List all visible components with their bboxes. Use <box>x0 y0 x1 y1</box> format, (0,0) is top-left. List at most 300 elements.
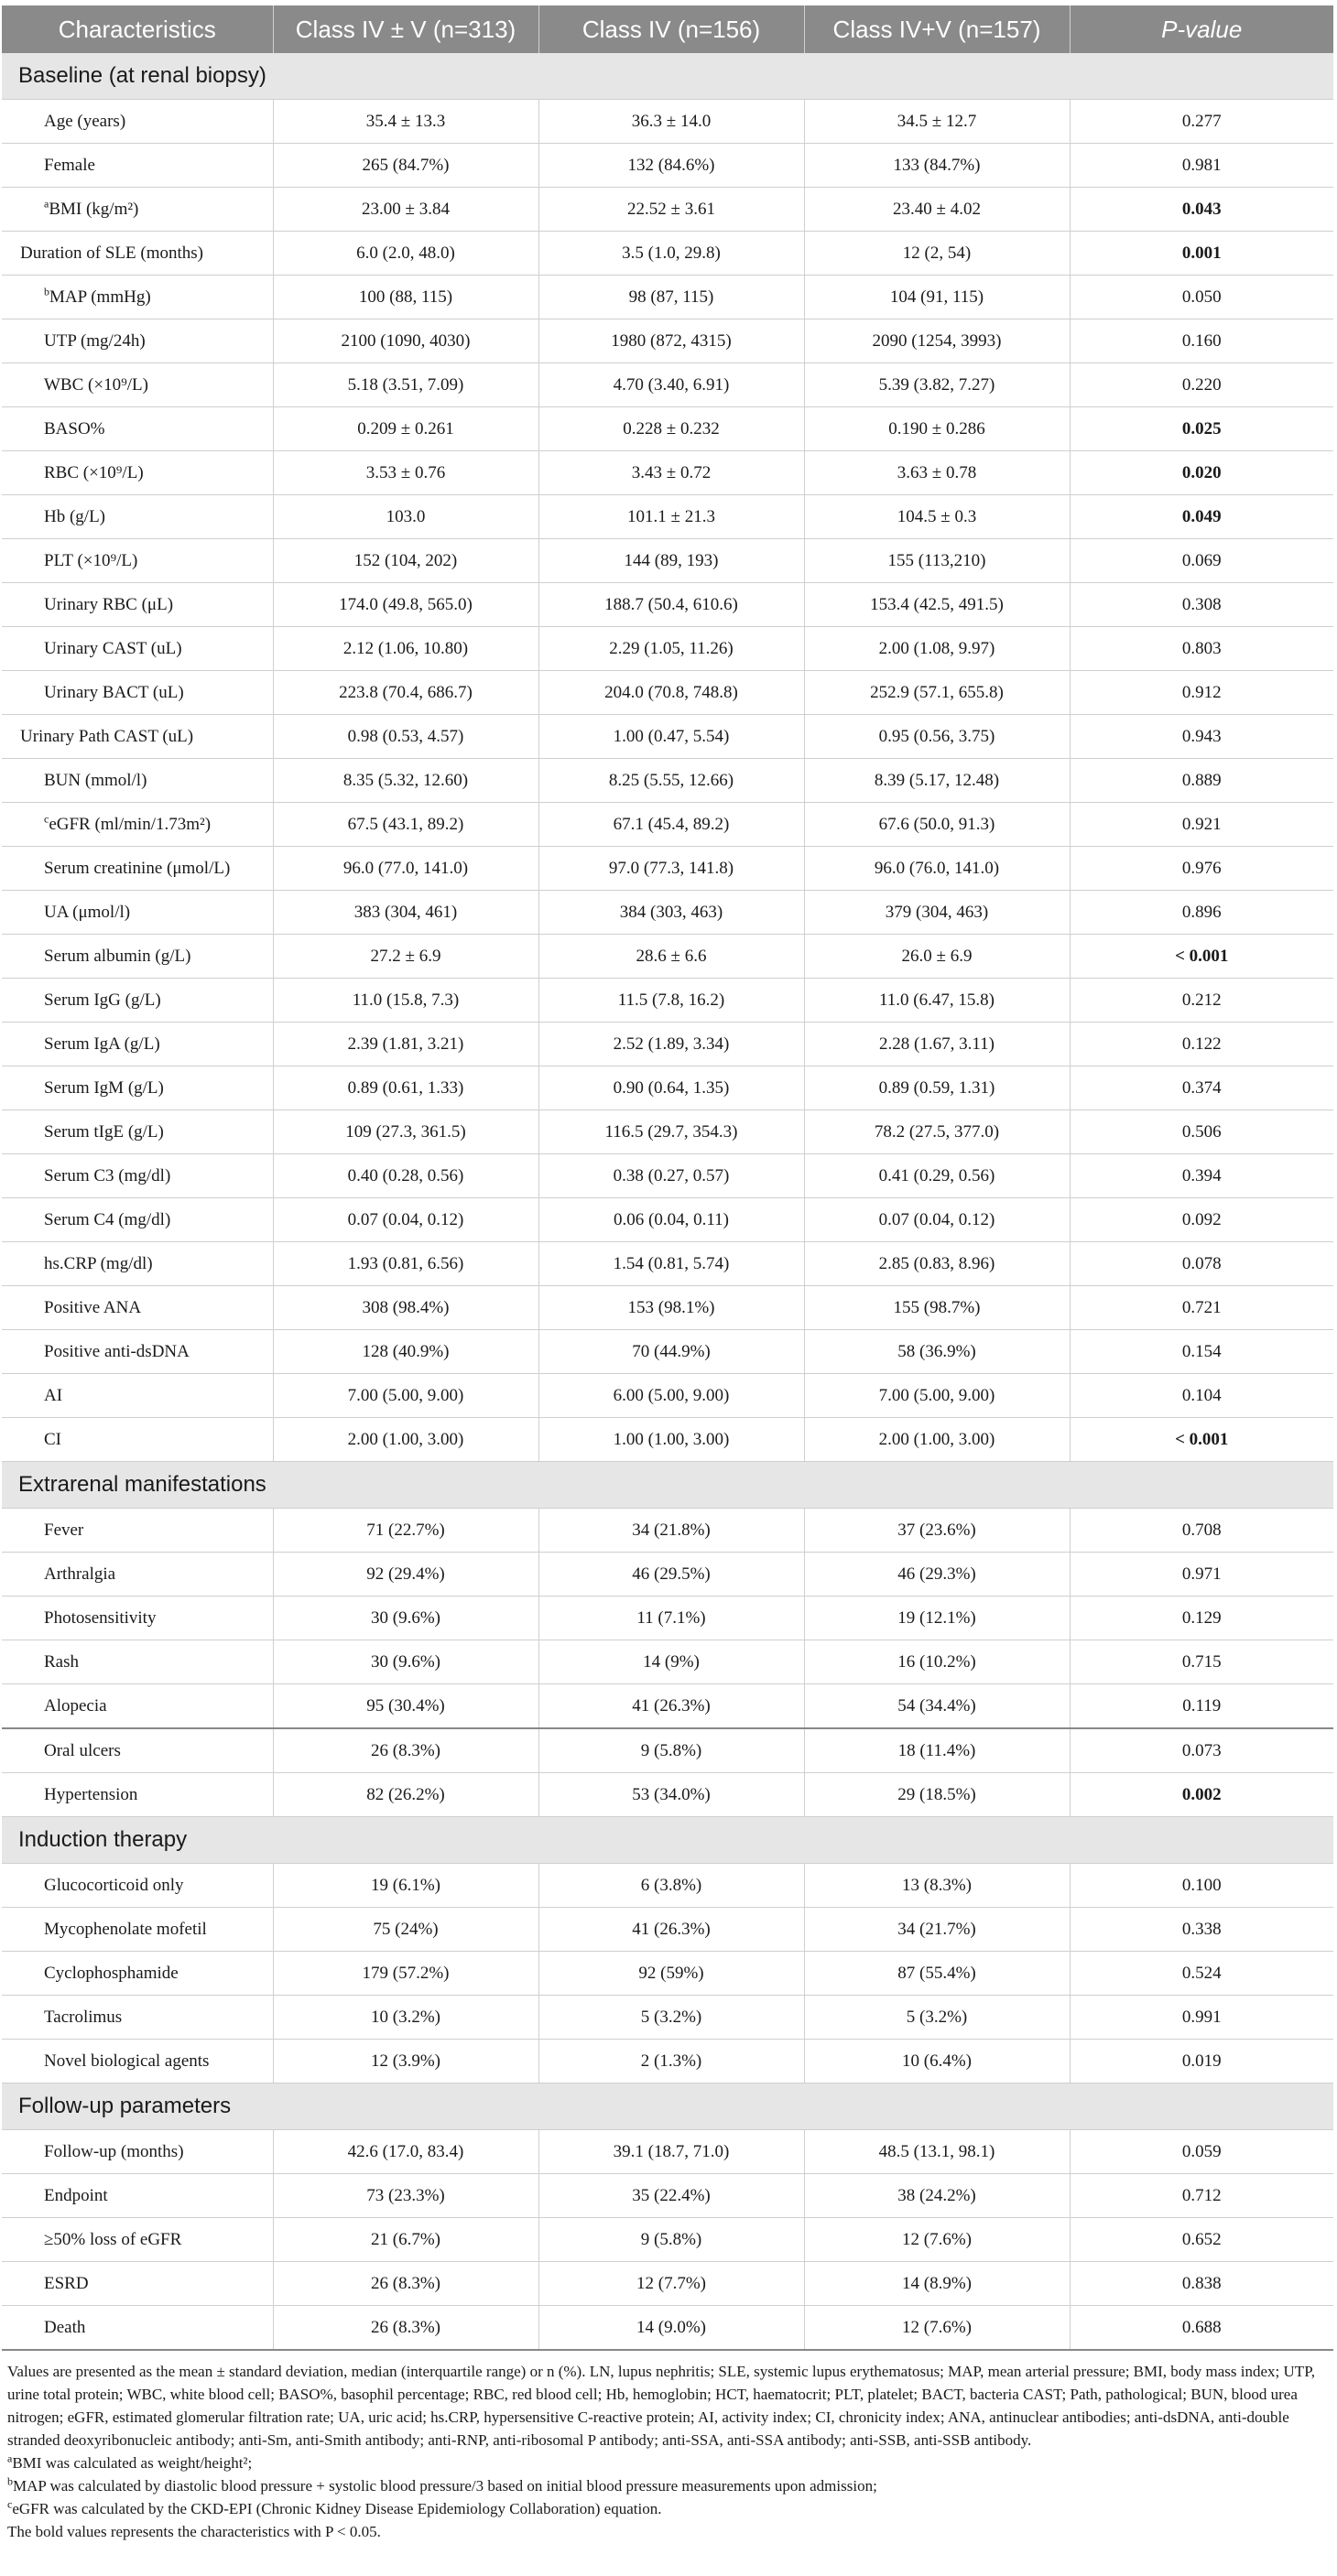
p-value: 0.889 <box>1070 759 1333 803</box>
table-row <box>2 407 1333 451</box>
value-class-iv-v-all: 179 (57.2%) <box>273 1952 538 1996</box>
table-row <box>2 2262 1333 2306</box>
value-class-iv-plus-v: 133 (84.7%) <box>804 144 1070 188</box>
row-label-text: PLT (×10⁹/L) <box>44 550 138 570</box>
value-class-iv-v-all: 71 (22.7%) <box>273 1509 538 1553</box>
section-header-row <box>2 1817 1333 1864</box>
table-row <box>2 1110 1333 1154</box>
table-row <box>2 1330 1333 1374</box>
value-class-iv: 92 (59%) <box>538 1952 804 1996</box>
p-value: 0.712 <box>1070 2174 1333 2218</box>
value-class-iv-plus-v: 7.00 (5.00, 9.00) <box>804 1374 1070 1418</box>
row-label <box>2 1418 273 1462</box>
p-value: 0.220 <box>1070 363 1333 407</box>
p-value: 0.104 <box>1070 1374 1333 1418</box>
value-class-iv: 153 (98.1%) <box>538 1286 804 1330</box>
value-class-iv: 6 (3.8%) <box>538 1864 804 1908</box>
value-class-iv-plus-v: 58 (36.9%) <box>804 1330 1070 1374</box>
p-value: 0.100 <box>1070 1864 1333 1908</box>
value-class-iv-v-all: 30 (9.6%) <box>273 1596 538 1640</box>
value-class-iv-plus-v: 14 (8.9%) <box>804 2262 1070 2306</box>
p-value: 0.043 <box>1070 188 1333 232</box>
table-row <box>2 1952 1333 1996</box>
p-value: 0.981 <box>1070 144 1333 188</box>
row-label-text: Hypertension <box>44 1784 138 1804</box>
row-label <box>2 1509 273 1553</box>
value-class-iv-v-all: 23.00 ± 3.84 <box>273 188 538 232</box>
value-class-iv-plus-v: 96.0 (76.0, 141.0) <box>804 847 1070 891</box>
row-label <box>2 1242 273 1286</box>
value-class-iv-plus-v: 252.9 (57.1, 655.8) <box>804 671 1070 715</box>
footnote-text: Values are presented as the mean ± standard deviation, median (interquartile range) or n (%). LN, lupus nephritis; SLE, systemic lupus erythematosus; MAP, mean arterial pressure; BMI, body mass index; UTP, urine total protein; WBC, white blood cell; BASO%, basophil percentage; RBC, red blood cell; Hb, hemoglobin; HCT, haematocrit; PLT, platelet; BACT, bacteria CAST; Path, pathological; BUN, blood urea nitrogen; eGFR, estimated glomerular filtration rate; UA, uric acid; hs.CRP, hypersensitive C-reactive protein; AI, activity index; CI, chronicity index; ANA, antinuclear antibodies; anti-dsDNA, anti-double stranded deoxyribonucleic antibody; anti-Sm, anti-Smith antibody; anti-RNP, anti-ribosomal P antibody; anti-SSA, anti-SSA antibody; anti-SSB, anti-SSB antibody. <box>7 2363 1316 2449</box>
value-class-iv-plus-v: 18 (11.4%) <box>804 1728 1070 1773</box>
value-class-iv-v-all: 92 (29.4%) <box>273 1553 538 1596</box>
value-class-iv: 67.1 (45.4, 89.2) <box>538 803 804 847</box>
table-row <box>2 319 1333 363</box>
value-class-iv-plus-v: 10 (6.4%) <box>804 2040 1070 2084</box>
table-row <box>2 1684 1333 1729</box>
section-title: Follow-up parameters <box>2 2084 1333 2130</box>
p-value: 0.019 <box>1070 2040 1333 2084</box>
value-class-iv: 1.54 (0.81, 5.74) <box>538 1242 804 1286</box>
row-label-text: Mycophenolate mofetil <box>44 1919 207 1939</box>
table-row <box>2 1596 1333 1640</box>
value-class-iv: 39.1 (18.7, 71.0) <box>538 2130 804 2174</box>
table-row <box>2 803 1333 847</box>
value-class-iv-plus-v: 2.00 (1.00, 3.00) <box>804 1418 1070 1462</box>
value-class-iv-v-all: 2.39 (1.81, 3.21) <box>273 1023 538 1066</box>
row-label-text: Serum albumin (g/L) <box>44 946 191 966</box>
value-class-iv-plus-v: 2.00 (1.08, 9.97) <box>804 627 1070 671</box>
p-value: 0.652 <box>1070 2218 1333 2262</box>
value-class-iv-plus-v: 2090 (1254, 3993) <box>804 319 1070 363</box>
table-row <box>2 2130 1333 2174</box>
value-class-iv: 41 (26.3%) <box>538 1684 804 1729</box>
table-row <box>2 1509 1333 1553</box>
p-value: 0.069 <box>1070 539 1333 583</box>
row-label-text: Oral ulcers <box>44 1740 121 1760</box>
value-class-iv: 0.06 (0.04, 0.11) <box>538 1198 804 1242</box>
footnote-text: BMI was calculated as weight/height²; <box>12 2454 253 2472</box>
value-class-iv-v-all: 152 (104, 202) <box>273 539 538 583</box>
value-class-iv-plus-v: 29 (18.5%) <box>804 1773 1070 1817</box>
row-label-text: Fever <box>44 1520 84 1540</box>
value-class-iv-v-all: 223.8 (70.4, 686.7) <box>273 671 538 715</box>
p-value: 0.277 <box>1070 100 1333 144</box>
section-header-row <box>2 1462 1333 1509</box>
table-row <box>2 1553 1333 1596</box>
footnote <box>7 2452 1326 2474</box>
row-label <box>2 759 273 803</box>
row-label-text: Follow-up (months) <box>44 2141 184 2161</box>
value-class-iv-v-all: 26 (8.3%) <box>273 2262 538 2306</box>
table-row <box>2 583 1333 627</box>
footnote-text: MAP was calculated by diastolic blood pressure + systolic blood pressure/3 based on initial blood pressure measurements upon admission; <box>13 2477 877 2495</box>
header-class-iv-plus-v: Class IV+V (n=157) <box>804 5 1070 53</box>
section-header-row <box>2 53 1333 100</box>
value-class-iv-v-all: 30 (9.6%) <box>273 1640 538 1684</box>
row-label <box>2 2130 273 2174</box>
value-class-iv: 132 (84.6%) <box>538 144 804 188</box>
table-row <box>2 1773 1333 1817</box>
p-value: 0.002 <box>1070 1773 1333 1817</box>
value-class-iv-v-all: 2.12 (1.06, 10.80) <box>273 627 538 671</box>
table-row <box>2 1198 1333 1242</box>
value-class-iv: 1980 (872, 4315) <box>538 319 804 363</box>
footnote <box>7 2497 1326 2520</box>
value-class-iv-v-all: 308 (98.4%) <box>273 1286 538 1330</box>
value-class-iv-v-all: 42.6 (17.0, 83.4) <box>273 2130 538 2174</box>
value-class-iv-v-all: 95 (30.4%) <box>273 1684 538 1729</box>
row-label <box>2 1864 273 1908</box>
p-value: 0.394 <box>1070 1154 1333 1198</box>
row-label <box>2 803 273 847</box>
p-value: 0.708 <box>1070 1509 1333 1553</box>
value-class-iv-v-all: 0.89 (0.61, 1.33) <box>273 1066 538 1110</box>
p-value: 0.073 <box>1070 1728 1333 1773</box>
value-class-iv-v-all: 1.93 (0.81, 6.56) <box>273 1242 538 1286</box>
p-value: 0.308 <box>1070 583 1333 627</box>
row-label <box>2 583 273 627</box>
table-row <box>2 935 1333 979</box>
table-figure <box>2 5 1333 2543</box>
section-title: Extrarenal manifestations <box>2 1462 1333 1509</box>
p-value: 0.092 <box>1070 1198 1333 1242</box>
value-class-iv: 41 (26.3%) <box>538 1908 804 1952</box>
footnote <box>7 2360 1326 2452</box>
value-class-iv: 9 (5.8%) <box>538 1728 804 1773</box>
value-class-iv: 14 (9%) <box>538 1640 804 1684</box>
row-label-text: Photosensitivity <box>44 1607 157 1628</box>
row-label <box>2 276 273 319</box>
row-label-text: RBC (×10⁹/L) <box>44 462 144 482</box>
table-row <box>2 232 1333 276</box>
value-class-iv-v-all: 109 (27.3, 361.5) <box>273 1110 538 1154</box>
section-title: Induction therapy <box>2 1817 1333 1864</box>
row-label <box>2 1773 273 1817</box>
row-label-text: Serum tIgE (g/L) <box>44 1121 164 1142</box>
table-row <box>2 891 1333 935</box>
row-label-text: UTP (mg/24h) <box>44 330 146 351</box>
value-class-iv-plus-v: 12 (7.6%) <box>804 2306 1070 2351</box>
row-label <box>2 1640 273 1684</box>
table-row <box>2 495 1333 539</box>
value-class-iv-v-all: 174.0 (49.8, 565.0) <box>273 583 538 627</box>
p-value: 0.921 <box>1070 803 1333 847</box>
row-label <box>2 1908 273 1952</box>
table-row <box>2 1908 1333 1952</box>
table-footnotes <box>2 2360 1326 2543</box>
p-value: 0.524 <box>1070 1952 1333 1996</box>
header-class-iv: Class IV (n=156) <box>538 5 804 53</box>
value-class-iv-v-all: 3.53 ± 0.76 <box>273 451 538 495</box>
row-label-text: UA (μmol/l) <box>44 902 131 922</box>
p-value: 0.506 <box>1070 1110 1333 1154</box>
value-class-iv-v-all: 35.4 ± 13.3 <box>273 100 538 144</box>
p-value: 0.119 <box>1070 1684 1333 1729</box>
value-class-iv-plus-v: 67.6 (50.0, 91.3) <box>804 803 1070 847</box>
row-label <box>2 891 273 935</box>
row-label-text: Serum C3 (mg/dl) <box>44 1165 171 1185</box>
p-value: 0.160 <box>1070 319 1333 363</box>
value-class-iv-plus-v: 87 (55.4%) <box>804 1952 1070 1996</box>
row-label <box>2 1066 273 1110</box>
value-class-iv: 6.00 (5.00, 9.00) <box>538 1374 804 1418</box>
value-class-iv-plus-v: 13 (8.3%) <box>804 1864 1070 1908</box>
row-label-text: Endpoint <box>44 2185 108 2205</box>
table-row <box>2 1728 1333 1773</box>
value-class-iv-plus-v: 48.5 (13.1, 98.1) <box>804 2130 1070 2174</box>
footnote-marker: c <box>7 2497 13 2511</box>
value-class-iv: 70 (44.9%) <box>538 1330 804 1374</box>
row-label <box>2 1154 273 1198</box>
row-label-text: Positive anti-dsDNA <box>44 1341 190 1361</box>
value-class-iv: 4.70 (3.40, 6.91) <box>538 363 804 407</box>
value-class-iv: 34 (21.8%) <box>538 1509 804 1553</box>
row-label <box>2 1110 273 1154</box>
value-class-iv-v-all: 27.2 ± 6.9 <box>273 935 538 979</box>
row-label <box>2 1374 273 1418</box>
value-class-iv-plus-v: 379 (304, 463) <box>804 891 1070 935</box>
value-class-iv-plus-v: 2.28 (1.67, 3.11) <box>804 1023 1070 1066</box>
table-row <box>2 539 1333 583</box>
value-class-iv: 204.0 (70.8, 748.8) <box>538 671 804 715</box>
table-row <box>2 759 1333 803</box>
value-class-iv: 3.43 ± 0.72 <box>538 451 804 495</box>
row-label <box>2 715 273 759</box>
row-label <box>2 935 273 979</box>
row-label-text: Positive ANA <box>44 1297 142 1317</box>
row-label-text: BMI (kg/m²) <box>49 199 139 219</box>
row-label-text: BUN (mmol/l) <box>44 770 147 790</box>
value-class-iv-v-all: 0.98 (0.53, 4.57) <box>273 715 538 759</box>
table-row <box>2 2306 1333 2351</box>
row-label-text: Cyclophosphamide <box>44 1963 179 1983</box>
table-row <box>2 1864 1333 1908</box>
value-class-iv: 384 (303, 463) <box>538 891 804 935</box>
value-class-iv-v-all: 103.0 <box>273 495 538 539</box>
p-value: 0.943 <box>1070 715 1333 759</box>
row-label <box>2 144 273 188</box>
p-value: 0.803 <box>1070 627 1333 671</box>
table-row <box>2 1374 1333 1418</box>
value-class-iv-plus-v: 0.41 (0.29, 0.56) <box>804 1154 1070 1198</box>
value-class-iv-plus-v: 12 (2, 54) <box>804 232 1070 276</box>
row-label <box>2 1684 273 1729</box>
p-value: 0.001 <box>1070 232 1333 276</box>
value-class-iv-v-all: 11.0 (15.8, 7.3) <box>273 979 538 1023</box>
row-label <box>2 1286 273 1330</box>
value-class-iv-v-all: 21 (6.7%) <box>273 2218 538 2262</box>
value-class-iv-plus-v: 23.40 ± 4.02 <box>804 188 1070 232</box>
value-class-iv-v-all: 26 (8.3%) <box>273 1728 538 1773</box>
table-row <box>2 1242 1333 1286</box>
row-label-text: Serum C4 (mg/dl) <box>44 1209 171 1229</box>
value-class-iv-plus-v: 104 (91, 115) <box>804 276 1070 319</box>
p-value: 0.838 <box>1070 2262 1333 2306</box>
value-class-iv-plus-v: 54 (34.4%) <box>804 1684 1070 1729</box>
value-class-iv: 22.52 ± 3.61 <box>538 188 804 232</box>
table-row <box>2 1286 1333 1330</box>
row-label <box>2 1023 273 1066</box>
value-class-iv: 11 (7.1%) <box>538 1596 804 1640</box>
row-label <box>2 363 273 407</box>
row-label-text: Alopecia <box>44 1695 107 1716</box>
value-class-iv-plus-v: 12 (7.6%) <box>804 2218 1070 2262</box>
p-value: 0.971 <box>1070 1553 1333 1596</box>
value-class-iv-v-all: 265 (84.7%) <box>273 144 538 188</box>
value-class-iv-v-all: 128 (40.9%) <box>273 1330 538 1374</box>
value-class-iv-plus-v: 34 (21.7%) <box>804 1908 1070 1952</box>
row-label-text: Glucocorticoid only <box>44 1875 184 1895</box>
value-class-iv: 1.00 (1.00, 3.00) <box>538 1418 804 1462</box>
footnote-text: eGFR was calculated by the CKD-EPI (Chronic Kidney Disease Epidemiology Collaboration) equation. <box>12 2500 662 2517</box>
value-class-iv-plus-v: 8.39 (5.17, 12.48) <box>804 759 1070 803</box>
value-class-iv: 0.228 ± 0.232 <box>538 407 804 451</box>
value-class-iv: 8.25 (5.55, 12.66) <box>538 759 804 803</box>
value-class-iv-plus-v: 5.39 (3.82, 7.27) <box>804 363 1070 407</box>
row-label <box>2 100 273 144</box>
value-class-iv-plus-v: 155 (113,210) <box>804 539 1070 583</box>
p-value: 0.715 <box>1070 1640 1333 1684</box>
row-label <box>2 539 273 583</box>
value-class-iv: 1.00 (0.47, 5.54) <box>538 715 804 759</box>
value-class-iv-v-all: 19 (6.1%) <box>273 1864 538 1908</box>
p-value: 0.129 <box>1070 1596 1333 1640</box>
row-label <box>2 1198 273 1242</box>
row-label-text: Urinary Path CAST (uL) <box>20 726 194 746</box>
value-class-iv-plus-v: 5 (3.2%) <box>804 1996 1070 2040</box>
value-class-iv: 0.90 (0.64, 1.35) <box>538 1066 804 1110</box>
row-label <box>2 1728 273 1773</box>
footnote-marker: b <box>44 285 49 298</box>
row-label-text: Serum IgM (g/L) <box>44 1077 164 1098</box>
row-label-text: Female <box>44 155 95 175</box>
header-characteristics: Characteristics <box>2 5 273 53</box>
table-row <box>2 715 1333 759</box>
value-class-iv-plus-v: 16 (10.2%) <box>804 1640 1070 1684</box>
p-value: 0.721 <box>1070 1286 1333 1330</box>
value-class-iv-plus-v: 38 (24.2%) <box>804 2174 1070 2218</box>
table-row <box>2 1023 1333 1066</box>
p-value: 0.991 <box>1070 1996 1333 2040</box>
row-label-text: Serum creatinine (μmol/L) <box>44 858 231 878</box>
p-value: < 0.001 <box>1070 935 1333 979</box>
p-value: 0.050 <box>1070 276 1333 319</box>
header-p-value: P-value <box>1070 5 1333 53</box>
value-class-iv-plus-v: 46 (29.3%) <box>804 1553 1070 1596</box>
row-label-text: Rash <box>44 1651 79 1672</box>
table-row <box>2 1154 1333 1198</box>
value-class-iv-plus-v: 26.0 ± 6.9 <box>804 935 1070 979</box>
row-label <box>2 2174 273 2218</box>
row-label-text: hs.CRP (mg/dl) <box>44 1253 153 1273</box>
table-row <box>2 847 1333 891</box>
value-class-iv: 116.5 (29.7, 354.3) <box>538 1110 804 1154</box>
value-class-iv-v-all: 96.0 (77.0, 141.0) <box>273 847 538 891</box>
row-label-text: WBC (×10⁹/L) <box>44 374 148 395</box>
table-row <box>2 979 1333 1023</box>
value-class-iv-v-all: 2100 (1090, 4030) <box>273 319 538 363</box>
value-class-iv-v-all: 7.00 (5.00, 9.00) <box>273 1374 538 1418</box>
row-label <box>2 2040 273 2084</box>
value-class-iv-plus-v: 155 (98.7%) <box>804 1286 1070 1330</box>
table-row <box>2 144 1333 188</box>
value-class-iv-v-all: 0.209 ± 0.261 <box>273 407 538 451</box>
value-class-iv: 2.29 (1.05, 11.26) <box>538 627 804 671</box>
value-class-iv: 188.7 (50.4, 610.6) <box>538 583 804 627</box>
p-value: 0.154 <box>1070 1330 1333 1374</box>
footnote-marker: b <box>7 2474 13 2488</box>
value-class-iv-plus-v: 11.0 (6.47, 15.8) <box>804 979 1070 1023</box>
row-label <box>2 2306 273 2351</box>
value-class-iv: 35 (22.4%) <box>538 2174 804 2218</box>
row-label-text: Age (years) <box>44 111 126 131</box>
table-row <box>2 1066 1333 1110</box>
row-label <box>2 847 273 891</box>
footnote-marker: a <box>44 197 49 211</box>
value-class-iv: 9 (5.8%) <box>538 2218 804 2262</box>
section-header-row <box>2 2084 1333 2130</box>
footnote <box>7 2474 1326 2497</box>
row-label <box>2 2218 273 2262</box>
value-class-iv: 11.5 (7.8, 16.2) <box>538 979 804 1023</box>
p-value: 0.020 <box>1070 451 1333 495</box>
value-class-iv-v-all: 5.18 (3.51, 7.09) <box>273 363 538 407</box>
value-class-iv-plus-v: 34.5 ± 12.7 <box>804 100 1070 144</box>
value-class-iv: 46 (29.5%) <box>538 1553 804 1596</box>
row-label <box>2 1553 273 1596</box>
p-value: 0.374 <box>1070 1066 1333 1110</box>
value-class-iv: 12 (7.7%) <box>538 2262 804 2306</box>
value-class-iv-v-all: 67.5 (43.1, 89.2) <box>273 803 538 847</box>
value-class-iv: 144 (89, 193) <box>538 539 804 583</box>
value-class-iv-v-all: 75 (24%) <box>273 1908 538 1952</box>
row-label <box>2 495 273 539</box>
table-row <box>2 188 1333 232</box>
value-class-iv-plus-v: 78.2 (27.5, 377.0) <box>804 1110 1070 1154</box>
value-class-iv-v-all: 12 (3.9%) <box>273 2040 538 2084</box>
value-class-iv: 101.1 ± 21.3 <box>538 495 804 539</box>
p-value: 0.025 <box>1070 407 1333 451</box>
value-class-iv-v-all: 383 (304, 461) <box>273 891 538 935</box>
value-class-iv: 3.5 (1.0, 29.8) <box>538 232 804 276</box>
row-label-text: ESRD <box>44 2273 89 2293</box>
value-class-iv-v-all: 73 (23.3%) <box>273 2174 538 2218</box>
value-class-iv: 0.38 (0.27, 0.57) <box>538 1154 804 1198</box>
table-body <box>2 53 1333 2350</box>
row-label-text: Tacrolimus <box>44 2007 123 2027</box>
value-class-iv-plus-v: 0.89 (0.59, 1.31) <box>804 1066 1070 1110</box>
row-label <box>2 1996 273 2040</box>
header-class-iv-v-all: Class IV ± V (n=313) <box>273 5 538 53</box>
row-label-text: Serum IgG (g/L) <box>44 990 161 1010</box>
row-label <box>2 627 273 671</box>
value-class-iv: 98 (87, 115) <box>538 276 804 319</box>
table-row <box>2 2218 1333 2262</box>
value-class-iv-v-all: 0.07 (0.04, 0.12) <box>273 1198 538 1242</box>
value-class-iv-plus-v: 104.5 ± 0.3 <box>804 495 1070 539</box>
table-row <box>2 451 1333 495</box>
p-value: 0.059 <box>1070 2130 1333 2174</box>
value-class-iv-v-all: 100 (88, 115) <box>273 276 538 319</box>
value-class-iv: 53 (34.0%) <box>538 1773 804 1817</box>
row-label <box>2 979 273 1023</box>
row-label <box>2 232 273 276</box>
p-value: 0.912 <box>1070 671 1333 715</box>
footnote-marker: c <box>44 812 49 826</box>
row-label-text: Novel biological agents <box>44 2051 210 2071</box>
